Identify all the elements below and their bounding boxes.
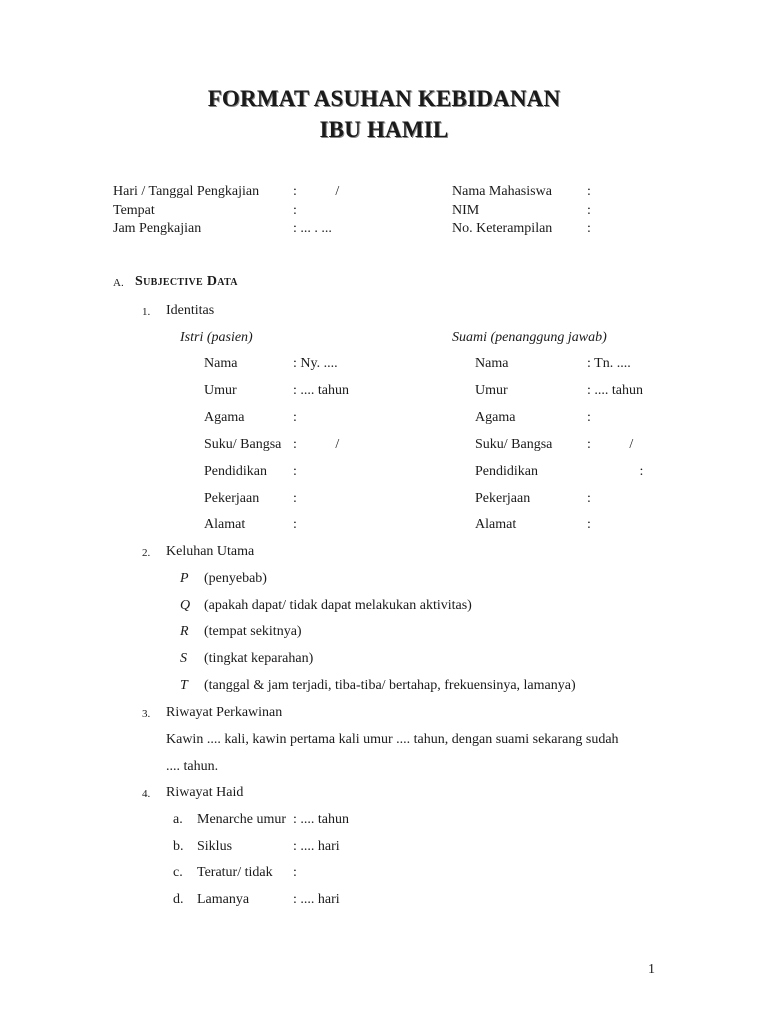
suami-heading: Suami (penanggung jawab) <box>452 330 607 345</box>
haid-value-lamanya: : .... hari <box>293 892 340 907</box>
istri-label-alamat: Alamat <box>204 517 246 532</box>
pqrst-text-r: (tempat sekitnya) <box>204 624 302 639</box>
istri-value-alamat: : <box>293 517 297 532</box>
suami-value-pekerjaan: : <box>587 491 591 506</box>
suami-label-agama: Agama <box>475 410 516 425</box>
istri-label-pekerjaan: Pekerjaan <box>204 491 260 506</box>
pqrst-letter-r: R <box>180 624 189 639</box>
suami-value-nama: : Tn. .... <box>587 356 631 371</box>
pqrst-text-p: (penyebab) <box>204 571 267 586</box>
suami-label-alamat: Alamat <box>475 517 517 532</box>
item-label-riwayat-haid: Riwayat Haid <box>166 785 244 800</box>
suami-value-umur: : .... tahun <box>587 383 643 398</box>
item-number-2: 2. <box>142 547 151 559</box>
header-value-nim: : <box>587 203 591 218</box>
pqrst-letter-p: P <box>180 571 189 586</box>
header-label-hari-tanggal: Hari / Tanggal Pengkajian <box>113 184 260 199</box>
item-label-identitas: Identitas <box>166 303 215 318</box>
suami-value-agama: : <box>587 410 591 425</box>
istri-value-suku: : / <box>293 437 340 452</box>
suami-label-pekerjaan: Pekerjaan <box>475 491 531 506</box>
header-value-no-keterampilan: : <box>587 221 591 236</box>
haid-value-menarche: : .... tahun <box>293 812 349 827</box>
istri-value-pekerjaan: : <box>293 491 297 506</box>
haid-value-siklus: : .... hari <box>293 839 340 854</box>
pqrst-text-s: (tingkat keparahan) <box>204 651 314 666</box>
header-label-jam: Jam Pengkajian <box>113 221 202 236</box>
header-value-jam: : ... . ... <box>293 221 332 236</box>
istri-label-suku: Suku/ Bangsa <box>204 437 282 452</box>
item-number-3: 3. <box>142 708 151 720</box>
item-label-riwayat-perkawinan: Riwayat Perkawinan <box>166 705 283 720</box>
haid-label-siklus: Siklus <box>197 839 233 854</box>
suami-value-pendidikan: : <box>587 464 644 479</box>
header-label-nim: NIM <box>452 203 480 218</box>
perkawinan-line2: .... tahun. <box>166 759 219 774</box>
haid-letter-d: d. <box>173 892 184 907</box>
haid-label-menarche: Menarche umur <box>197 812 287 827</box>
item-label-keluhan-utama: Keluhan Utama <box>166 544 255 559</box>
istri-value-agama: : <box>293 410 297 425</box>
header-label-tempat: Tempat <box>113 203 155 218</box>
suami-value-suku: : / <box>587 437 634 452</box>
header-value-tempat: : <box>293 203 297 218</box>
pqrst-letter-q: Q <box>180 598 191 613</box>
haid-label-teratur: Teratur/ tidak <box>197 865 273 880</box>
istri-label-umur: Umur <box>204 383 237 398</box>
suami-label-umur: Umur <box>475 383 508 398</box>
istri-label-nama: Nama <box>204 356 238 371</box>
haid-value-teratur: : <box>293 865 297 880</box>
section-letter: A. <box>113 277 124 289</box>
istri-value-pendidikan: : <box>293 464 297 479</box>
header-label-no-keterampilan: No. Keterampilan <box>452 221 553 236</box>
header-label-nama-mahasiswa: Nama Mahasiswa <box>452 184 552 199</box>
pqrst-letter-s: S <box>180 651 187 666</box>
perkawinan-line1: Kawin .... kali, kawin pertama kali umur .... tahun, dengan suami sekarang sudah <box>166 732 619 747</box>
document-title-line2: IBU HAMIL <box>319 117 449 142</box>
istri-value-umur: : .... tahun <box>293 383 349 398</box>
suami-label-nama: Nama <box>475 356 509 371</box>
istri-heading: Istri (pasien) <box>180 330 253 345</box>
suami-label-suku: Suku/ Bangsa <box>475 437 553 452</box>
header-value-nama-mahasiswa: : <box>587 184 591 199</box>
istri-value-nama: : Ny. .... <box>293 356 338 371</box>
pqrst-letter-t: T <box>180 678 188 693</box>
page-number: 1 <box>648 962 655 977</box>
pqrst-text-t: (tanggal & jam terjadi, tiba-tiba/ bertahap, frekuensinya, lamanya) <box>204 678 576 693</box>
suami-value-alamat: : <box>587 517 591 532</box>
istri-label-agama: Agama <box>204 410 245 425</box>
haid-letter-b: b. <box>173 839 184 854</box>
suami-label-pendidikan: Pendidikan <box>475 464 538 479</box>
pqrst-text-q: (apakah dapat/ tidak dapat melakukan aktivitas) <box>204 598 472 613</box>
haid-letter-a: a. <box>173 812 183 827</box>
section-title: Subjective Data <box>135 274 238 289</box>
item-number-1: 1. <box>142 306 151 318</box>
istri-label-pendidikan: Pendidikan <box>204 464 267 479</box>
item-number-4: 4. <box>142 788 151 800</box>
header-value-hari-tanggal: : / <box>293 184 340 199</box>
haid-letter-c: c. <box>173 865 183 880</box>
document-title-line1: FORMAT ASUHAN KEBIDANAN <box>207 86 561 111</box>
haid-label-lamanya: Lamanya <box>197 892 250 907</box>
